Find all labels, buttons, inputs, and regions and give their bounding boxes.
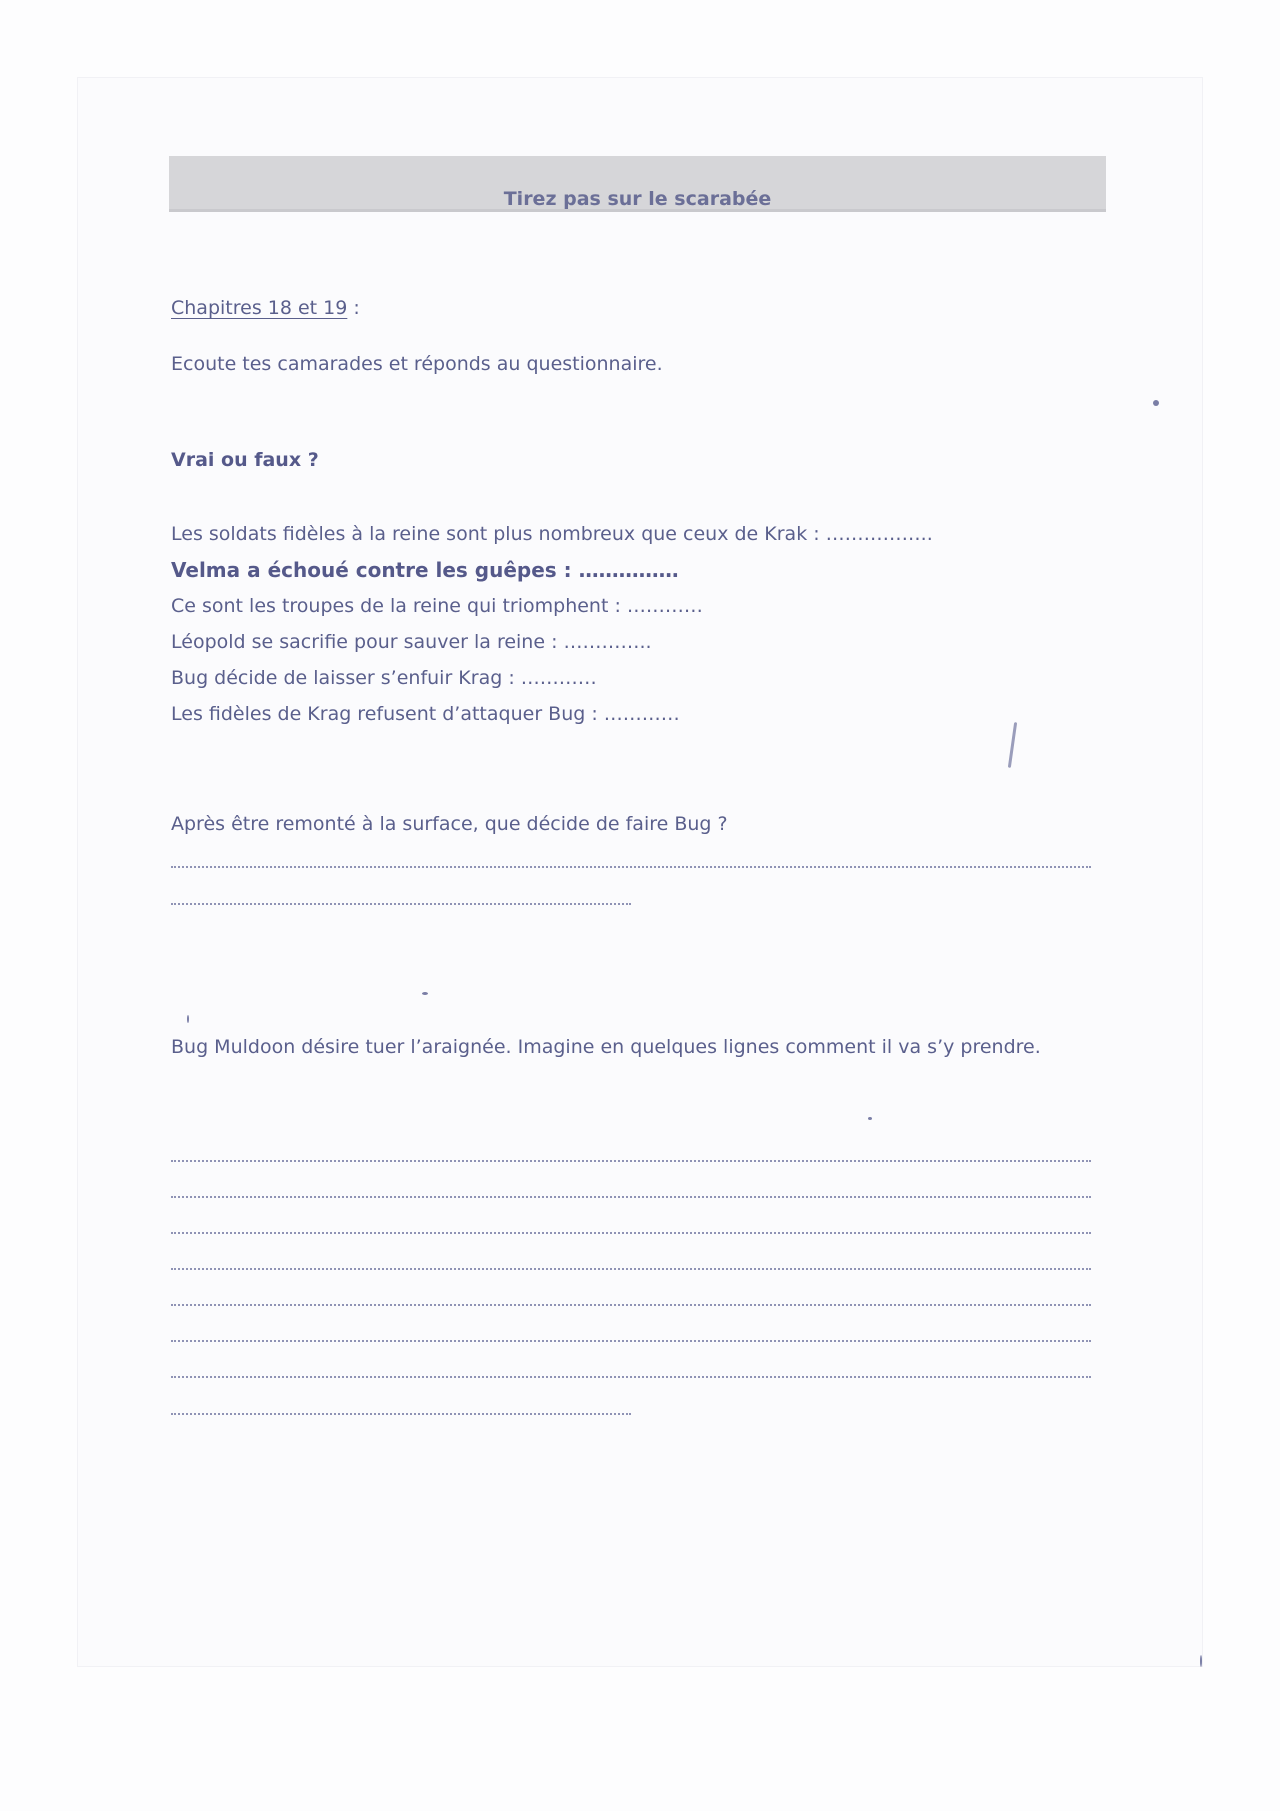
statement-4: Léopold se sacrifie pour sauver la reine : ………….. bbox=[171, 631, 652, 653]
answer-line-2-6 bbox=[171, 1340, 1091, 1342]
page-title: Tirez pas sur le scarabée bbox=[503, 188, 772, 210]
answer-line-1-1 bbox=[171, 866, 1091, 868]
chapters-label: Chapitres 18 et 19 bbox=[171, 297, 348, 319]
chapters-suffix: : bbox=[347, 297, 360, 319]
answer-line-2-4 bbox=[171, 1268, 1091, 1270]
scan-speck bbox=[868, 1117, 872, 1120]
statement-5: Bug décide de laisser s’enfuir Krag : ………… bbox=[171, 667, 597, 689]
instruction-text: Ecoute tes camarades et réponds au questionnaire. bbox=[171, 353, 663, 375]
answer-line-2-3 bbox=[171, 1232, 1091, 1234]
answer-line-1-2 bbox=[171, 903, 631, 905]
answer-line-2-8 bbox=[171, 1413, 631, 1415]
scan-speck bbox=[1200, 1655, 1202, 1667]
statement-6: Les fidèles de Krag refusent d’attaquer Bug : ………… bbox=[171, 703, 680, 725]
title-banner bbox=[169, 156, 1106, 212]
question-2: Bug Muldoon désire tuer l’araignée. Imagine en quelques lignes comment il va s’y prendre. bbox=[171, 1036, 1041, 1058]
answer-line-2-2 bbox=[171, 1196, 1091, 1198]
question-1: Après être remonté à la surface, que décide de faire Bug ? bbox=[171, 813, 728, 835]
answer-line-2-5 bbox=[171, 1304, 1091, 1306]
statement-1: Les soldats fidèles à la reine sont plus nombreux que ceux de Krak : …………….. bbox=[171, 523, 933, 545]
scan-speck bbox=[1153, 400, 1159, 406]
statement-2: Velma a échoué contre les guêpes : …………… bbox=[171, 558, 679, 582]
scan-speck bbox=[422, 992, 428, 995]
answer-line-2-7 bbox=[171, 1376, 1091, 1378]
section-heading: Vrai ou faux ? bbox=[171, 449, 319, 471]
answer-line-2-1 bbox=[171, 1160, 1091, 1162]
chapters-line bbox=[171, 297, 360, 319]
statement-3: Ce sont les troupes de la reine qui triomphent : ………… bbox=[171, 595, 703, 617]
scan-speck bbox=[187, 1015, 189, 1023]
